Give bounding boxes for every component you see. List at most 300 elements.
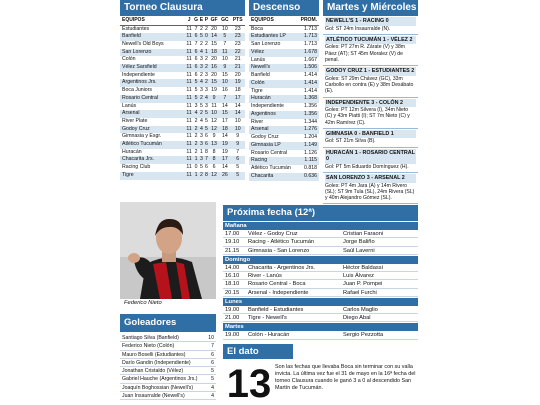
relegation-team: Lanús [251, 56, 266, 63]
top-scorers-section [120, 314, 216, 400]
fixture-time: 17.00 [225, 231, 240, 238]
fact-section [223, 344, 418, 405]
relegation-average: 1.276 [296, 126, 319, 134]
relegation-title: Descenso [249, 0, 319, 16]
standings-stat: 19 [221, 148, 228, 155]
standings-team: Huracán [122, 148, 142, 155]
relegation-row [249, 157, 319, 165]
standings-stat: 14 [221, 164, 228, 171]
result-item [323, 35, 418, 66]
top-scorer-goals: 5 [211, 376, 214, 383]
standings-stat: 2 [204, 64, 208, 71]
relegation-header-row [249, 16, 319, 25]
relegation-team: Godoy Cruz [251, 134, 279, 140]
standings-stat: 2 [194, 125, 198, 132]
standings-stat: 21 [234, 56, 241, 63]
relegation-row [249, 103, 319, 111]
results-title: Martes y Miércoles [323, 0, 418, 16]
top-scorer-row [120, 375, 216, 383]
results-list [323, 16, 418, 204]
result-goals: Gol: PT 5m Eduardo Domínguez (H). [325, 163, 409, 170]
standings-stat: 2 [199, 94, 203, 101]
standings-stat: 9 [212, 133, 216, 140]
relegation-team: Independiente [251, 103, 284, 109]
standings-team: Estudiantes [122, 25, 150, 32]
result-match: INDEPENDIENTE 3 - COLÓN 2 [325, 99, 416, 108]
result-match: NEWELL'S 1 - RACING 0 [325, 17, 416, 26]
relegation-average: 1.713 [304, 25, 317, 32]
relegation-average: 1.713 [296, 33, 319, 41]
standings-stat: 5 [194, 94, 198, 101]
standings-stat: 6 [194, 48, 198, 55]
fixture-row [223, 314, 418, 322]
standings-team: San Lorenzo [120, 49, 185, 57]
top-scorer-goals: 4 [211, 384, 214, 391]
relegation-row [249, 33, 319, 41]
result-item [323, 173, 418, 204]
relegation-team: Banfield [251, 72, 270, 78]
top-scorer-name: Mauro Boselli (Estudiantes) [122, 351, 186, 358]
standings-stat: 14 [230, 110, 245, 118]
top-scorer-name: Joaquín Boghossian (Newell's) [122, 384, 194, 391]
standings-stat: 2 [204, 79, 208, 86]
photo-caption: Federico Nieto [124, 300, 162, 306]
result-item [323, 16, 418, 35]
standings-stat: 8 [204, 171, 208, 178]
standings-team: Atlético Tucumán [120, 141, 185, 149]
fixture-match: Vélez - Godoy Cruz [248, 231, 298, 238]
standings-stat: 7 [194, 40, 198, 47]
standings-stat: 11 [186, 141, 192, 148]
fact-title: El dato [223, 344, 293, 359]
relegation-average: 0.636 [296, 173, 319, 181]
standings-team: Colón [122, 56, 136, 63]
standings-stat: 11 [186, 64, 192, 71]
standings-stat: 15 [221, 71, 228, 78]
standings-stat: 11 [186, 156, 192, 163]
result-item [323, 66, 418, 97]
result-item [323, 98, 418, 129]
standings-stat: 11 [186, 133, 192, 140]
standings-stat: 10 [230, 126, 245, 134]
fixture-referee: Sergio Pezzotta [343, 332, 384, 339]
standings-stat: 4 [204, 94, 208, 101]
standings-stat: 3 [199, 64, 203, 71]
relegation-row [249, 41, 319, 49]
relegation-team: Huracán [249, 95, 296, 103]
fixture-row [223, 272, 418, 280]
standings-stat: 19 [219, 141, 230, 149]
relegation-row [249, 119, 319, 127]
standings-stat: 11 [186, 33, 192, 40]
standings-stat: 3 [199, 87, 203, 94]
next-round-title: Próxima fecha (12ª) [223, 205, 418, 221]
top-scorer-name: Darío Gandin (Independiente) [122, 359, 191, 366]
player-photo-illustration [120, 202, 216, 299]
standings-row [120, 141, 245, 149]
relegation-average: 1.126 [304, 149, 317, 156]
fixture-row [223, 247, 418, 255]
relegation-average: 1.667 [304, 56, 317, 63]
result-goals: Goles: PT 12m Silvera (I), 34m Nieto (C) y 43m Piatti (I); ST 7m Nieto (C) y 42m Ramírez (C). [325, 107, 410, 126]
standings-row [120, 49, 245, 57]
top-scorer-row [120, 334, 216, 342]
top-scorer-goals: 6 [211, 359, 214, 366]
relegation-team: Racing [249, 157, 296, 165]
fixture-match: River - Lanús [248, 273, 282, 280]
standings-team: Rosario Central [120, 95, 185, 103]
standings-stat: 11 [186, 87, 192, 94]
standings-team: Newell's Old Boys [122, 40, 164, 47]
relegation-row [249, 126, 319, 134]
fixture-match: Gimnasia - San Lorenzo [248, 247, 310, 254]
fixture-referee: Cristian Faraoni [343, 231, 384, 238]
result-goals: Goles: ST 29m Chávez (GC), 33m Carbollo en contra (E) y 38m Desábato (E). [325, 75, 414, 95]
standings-stat: 2 [199, 71, 203, 78]
standings-stat: 10 [219, 79, 230, 87]
standings-stat: 11 [186, 171, 192, 178]
standings-stat: 9 [230, 141, 245, 149]
top-scorer-row [120, 367, 216, 375]
standings-row [120, 172, 245, 180]
standings-stat: 4 [199, 117, 203, 124]
standings-row [120, 110, 245, 118]
relegation-row [249, 57, 319, 65]
standings-stat: 2 [204, 40, 208, 47]
standings-row [120, 103, 245, 111]
standings-stat: 13 [209, 141, 219, 149]
fixture-time: 21.15 [225, 247, 240, 254]
standings-stat: 2 [204, 25, 208, 32]
relegation-average: 1.115 [296, 157, 319, 165]
standings-stat: 5 [199, 102, 203, 109]
relegation-row [249, 165, 319, 173]
fixture-row [223, 238, 418, 246]
standings-stat: 6 [194, 71, 198, 78]
fixture-day-header: Lunes [223, 298, 418, 306]
fixture-row [223, 289, 418, 297]
standings-stat: 0 [194, 164, 198, 171]
standings-stat: 18 [234, 87, 241, 94]
standings-team: Independiente [122, 71, 155, 78]
top-scorer-name: Juan Insaurralde (Newell's) [122, 393, 185, 400]
standings-stat: 5 [194, 79, 198, 86]
fixture-time: 16.10 [225, 273, 240, 280]
standings-header-cell: EQUIPOS [120, 16, 185, 25]
top-scorer-name: Jonathan Cristaldo (Vélez) [122, 368, 184, 375]
top-scorer-name: Santiago Silva (Banfield) [122, 335, 179, 341]
standings-stat: 7 [219, 95, 230, 103]
standings-stat: 21 [230, 64, 245, 72]
standings-stat: 11 [219, 49, 230, 57]
standings-stat: 1 [194, 156, 198, 163]
standings-stat: 26 [219, 172, 230, 180]
standings-stat: 8 [204, 148, 208, 155]
standings-stat: 3 [204, 102, 208, 109]
relegation-row [249, 150, 319, 158]
standings-team: River Plate [122, 117, 148, 124]
relegation-header-average: PROM. [296, 16, 319, 25]
relegation-team: Chacarita [249, 173, 296, 181]
standings-stat: 15 [211, 40, 217, 47]
standings-team: Argentinos Jrs. [120, 79, 185, 87]
relegation-average: 1.414 [296, 80, 319, 88]
standings-stat: 10 [221, 25, 228, 32]
relegation-row [249, 80, 319, 88]
standings-row [120, 79, 245, 87]
relegation-row [249, 72, 319, 80]
relegation-row [249, 134, 319, 142]
standings-row [120, 56, 245, 64]
fixture-match: Arsenal - Independiente [248, 289, 309, 296]
relegation-header-team: EQUIPOS [249, 16, 296, 25]
relegation-section [249, 0, 319, 181]
standings-stat: 4 [199, 48, 203, 55]
standings-team: Chacarita Jrs. [120, 156, 185, 164]
relegation-table [249, 16, 319, 181]
standings-stat: 14 [234, 102, 241, 109]
fixture-row [223, 280, 418, 288]
standings-stat: 4 [199, 125, 203, 132]
standings-stat: 14 [221, 133, 228, 140]
next-round-section [223, 205, 418, 340]
standings-stat: 11 [186, 56, 192, 63]
fixture-referee: Saúl Laverni [343, 247, 375, 254]
standings-stat: 17 [221, 117, 228, 124]
standings-header-row [120, 16, 245, 25]
standings-stat: 11 [186, 102, 192, 109]
standings-row [120, 33, 245, 41]
standings-stat: 3 [194, 102, 198, 109]
standings-stat: 9 [209, 95, 219, 103]
result-match: ATLÉTICO TUCUMÁN 1 - VÉLEZ 2 [325, 36, 416, 45]
standings-row [120, 149, 245, 157]
standings-header-cell: PTS [230, 16, 245, 25]
standings-stat: 2 [199, 25, 203, 32]
fixture-referee: Carlos Maglio [343, 306, 378, 313]
standings-stat: 5 [219, 33, 230, 41]
relegation-average: 1.713 [304, 41, 317, 47]
standings-table-section [120, 0, 245, 180]
relegation-row [249, 64, 319, 72]
standings-stat: 5 [194, 87, 198, 94]
standings-row [120, 133, 245, 141]
top-scorer-name: Gabriel Hauche (Argentinos Jrs.) [122, 376, 198, 383]
standings-row [120, 25, 245, 33]
relegation-average: 1.414 [304, 72, 317, 78]
fixture-time: 19.00 [225, 332, 240, 339]
standings-header-cell: GC [221, 17, 229, 24]
standings-stat: 3 [204, 71, 208, 78]
standings-stat: 1 [199, 148, 203, 155]
standings-team: Racing Club [122, 164, 151, 171]
standings-stat: 20 [211, 71, 217, 78]
standings-stat: 0 [204, 33, 208, 40]
standings-stat: 11 [186, 79, 192, 86]
fixture-match: Rosario Central - Boca [248, 281, 306, 288]
standings-team: Gimnasia y Esgr. [122, 133, 162, 140]
standings-stat: 17 [230, 95, 245, 103]
standings-stat: 8 [212, 148, 216, 155]
player-photo [120, 202, 216, 299]
standings-stat: 11 [186, 110, 192, 117]
result-goals: Gol: ST 24m Insaurralde (N). [325, 25, 391, 32]
standings-stat: 20 [211, 56, 217, 63]
relegation-team: Colón [249, 80, 296, 88]
relegation-team: Tigre [251, 87, 263, 94]
standings-stat: 11 [186, 25, 192, 32]
relegation-team: River [251, 118, 264, 125]
standings-stat: 6 [230, 156, 245, 164]
result-item [323, 148, 418, 173]
result-match: GODOY CRUZ 1 - ESTUDIANTES 2 [326, 68, 415, 75]
standings-stat: 7 [204, 156, 208, 163]
top-scorer-goals: 7 [211, 343, 214, 350]
standings-stat: 2 [199, 171, 203, 178]
standings-row [120, 72, 245, 80]
relegation-row [249, 88, 319, 96]
standings-row [120, 118, 245, 126]
fixture-match: Banfield - Estudiantes [248, 306, 304, 313]
top-scorer-goals: 6 [211, 351, 214, 358]
standings-stat: 6 [194, 64, 198, 71]
fixture-match: Tigre - Newell's [248, 315, 287, 322]
fixture-match: Chacarita - Argentinos Jrs. [248, 264, 316, 271]
standings-header-cell: J [185, 16, 193, 25]
standings-row [120, 64, 245, 72]
standings-title: Torneo Clausura [120, 0, 245, 16]
standings-stat: 17 [219, 156, 230, 164]
standings-stat: 23 [230, 33, 245, 41]
result-item [323, 129, 418, 148]
standings-stat: 3 [199, 133, 203, 140]
top-scorers-list [120, 334, 216, 400]
fact-body [223, 362, 418, 405]
relegation-row [249, 95, 319, 103]
fixture-time: 20.15 [225, 289, 240, 296]
relegation-team: Vélez [249, 49, 296, 57]
standings-stat: 6 [194, 56, 198, 63]
fixture-day-header: Martes [223, 323, 418, 331]
standings-stat: 5 [199, 164, 203, 171]
standings-stat: 23 [234, 40, 241, 47]
standings-stat: 2 [199, 110, 203, 117]
relegation-row [249, 49, 319, 57]
relegation-row [249, 142, 319, 150]
result-match: SAN LORENZO 3 - ARSENAL 2 [325, 174, 416, 183]
relegation-row [249, 173, 319, 181]
relegation-team: Gimnasia LP [249, 142, 296, 150]
top-scorer-row [120, 359, 216, 367]
standings-stat: 6 [194, 33, 198, 40]
standings-stat: 10 [234, 117, 241, 124]
fixture-referee: Diego Abal [343, 315, 371, 322]
standings-stat: 5 [204, 110, 208, 117]
standings-row [120, 87, 245, 95]
fixture-match: Racing - Atlético Tucumán [248, 239, 315, 246]
result-goals: Goles: PT 4m Jara (A) y 14m Rivero (SL); ST 9m Tula (SL), 24m Rivera (SL) y 40m Alejandro Gómez (SL). [325, 182, 415, 202]
standings-row [120, 164, 245, 172]
standings-stat: 19 [211, 87, 217, 94]
standings-stat: 6 [204, 133, 208, 140]
top-scorer-row [120, 392, 216, 400]
standings-stat: 11 [186, 148, 192, 155]
standings-stat: 18 [219, 126, 230, 134]
standings-stat: 16 [221, 87, 228, 94]
standings-stat: 5 [204, 125, 208, 132]
relegation-average: 1.414 [304, 87, 317, 94]
fixture-time: 19.00 [225, 306, 240, 313]
fixture-day-header: Mañana [223, 222, 418, 230]
fixture-time: 14.00 [225, 264, 240, 271]
relegation-row [249, 25, 319, 33]
relegation-team: San Lorenzo [251, 41, 281, 47]
standings-stat: 1 [204, 48, 208, 55]
next-round-list [223, 222, 418, 340]
standings-stat: 9 [219, 64, 230, 72]
standings-stat: 2 [194, 141, 198, 148]
top-scorer-row [120, 384, 216, 392]
relegation-team: Boca [251, 25, 263, 32]
fixture-time: 18.10 [225, 281, 240, 288]
standings-stat: 19 [230, 79, 245, 87]
relegation-average: 1.506 [296, 64, 319, 72]
standings-row [120, 95, 245, 103]
standings-stat: 5 [230, 172, 245, 180]
standings-stat: 6 [204, 141, 208, 148]
standings-stat: 2 [199, 40, 203, 47]
standings-stat: 18 [209, 49, 219, 57]
standings-team: Lanús [122, 102, 137, 109]
standings-stat: 6 [212, 164, 216, 171]
relegation-average: 1.678 [296, 49, 319, 57]
fixture-match: Colón - Huracán [248, 332, 290, 339]
top-scorers-title: Goleadores [120, 314, 216, 332]
standings-stat: 2 [194, 148, 198, 155]
standings-stat: 22 [230, 49, 245, 57]
fixture-day-header: Domingo [223, 256, 418, 264]
standings-team: Arsenal [120, 110, 185, 118]
relegation-average: 0.818 [304, 165, 317, 171]
result-goals: Gol: ST 21m Silva (B). [325, 138, 376, 145]
standings-team: Godoy Cruz [120, 126, 185, 134]
top-scorer-name: Federico Nieto (Colón) [122, 343, 175, 350]
standings-stat: 7 [223, 40, 227, 47]
fixture-referee: Jorge Baliño [343, 239, 375, 246]
standings-stat: 20 [211, 25, 217, 32]
standings-stat: 15 [219, 110, 230, 118]
standings-row [120, 41, 245, 49]
top-scorer-goals: 5 [211, 368, 214, 375]
standings-team: Banfield [120, 33, 185, 41]
standings-stat: 5 [199, 33, 203, 40]
standings-stat: 12 [209, 126, 219, 134]
relegation-team: Argentinos [249, 111, 296, 119]
standings-stat: 2 [194, 133, 198, 140]
standings-stat: 1 [194, 171, 198, 178]
top-scorer-goals: 10 [208, 335, 214, 341]
relegation-average: 1.368 [296, 95, 319, 103]
standings-stat: 11 [186, 94, 192, 101]
fixture-referee: Luis Álvarez [343, 273, 374, 280]
standings-stat: 11 [186, 71, 192, 78]
relegation-team: Atlético Tucumán [251, 165, 291, 171]
top-scorer-row [120, 351, 216, 359]
relegation-team: Newell's [249, 64, 296, 72]
fixture-row [223, 306, 418, 314]
standings-stat: 14 [209, 33, 219, 41]
standings-stat: 3 [199, 141, 203, 148]
